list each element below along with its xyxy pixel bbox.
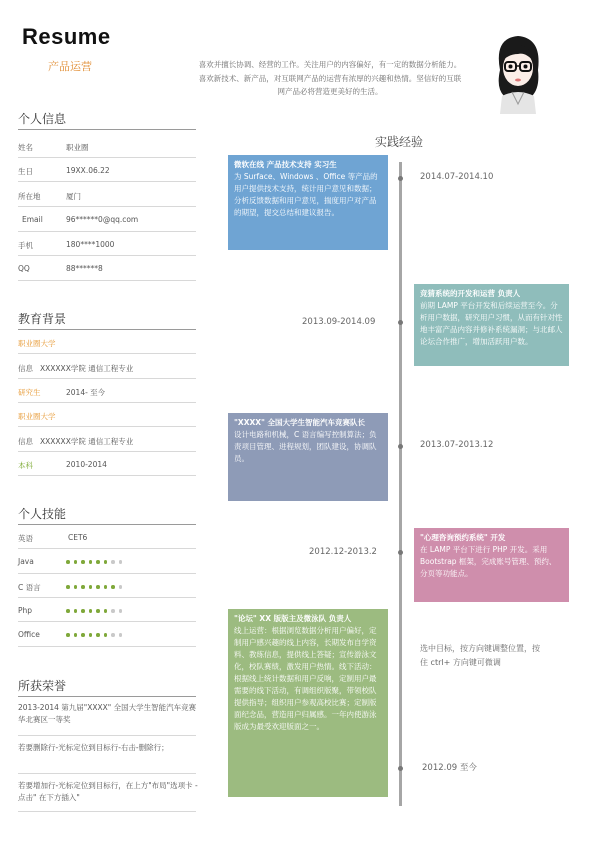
skill-name: 英语: [18, 534, 33, 543]
timeline-axis: [399, 162, 402, 806]
experience-heading: 微软在线 产品技术支持 实习生: [234, 160, 337, 169]
skill-dot-filled: [89, 585, 93, 589]
skill-dot-filled: [104, 609, 108, 613]
skill-value: CET6: [68, 533, 88, 542]
divider: [18, 353, 196, 354]
divider: [18, 548, 196, 549]
skill-dot-empty: [111, 560, 115, 564]
avatar: [486, 30, 550, 114]
honors-title: 所获荣誉: [18, 679, 67, 693]
skill-level-dots: [66, 633, 122, 637]
skill-dot-empty: [119, 560, 123, 564]
divider: [18, 426, 196, 427]
skills-title: 个人技能: [18, 507, 67, 521]
experience-date: 2014.07-2014.10: [420, 172, 494, 182]
divider: [18, 573, 196, 574]
row-value: XXXXXX学院 通信工程专业: [40, 437, 134, 446]
row-value: 96******0@qq.com: [66, 215, 139, 224]
honor-item: 若要增加行-光标定位到目标行，在上方"布局"选项卡 -点击" 在下方插入": [18, 781, 198, 802]
resume-title: Resume: [22, 24, 111, 49]
timeline-dot: [398, 176, 403, 181]
experience-description: 线上运营：根据浏览数据分析用户偏好，定制用户感兴趣的线上内容，长期发布自学资料、教练信息，提供线上答疑；宣传游泳文化，校队赛绩，激发用户热情。线下活动：根据线上统计数据和用户反响，定制用户最需要的线下活动，有调组织版聚，带领校队提供指导；组织用户参观高校比赛；定制版面纪念品，营造用户归属感。一年内使游泳版成为最受欢迎版面之一。: [234, 626, 377, 731]
skill-name: Php: [18, 606, 33, 615]
skill-dot-filled: [74, 560, 78, 564]
row-label: 所在地: [18, 192, 41, 201]
experience-heading: "心理咨询预约系统" 开发: [420, 533, 506, 542]
divider: [18, 231, 196, 232]
experience-description: 设计电路和机械，C 语言编写控制算法；负责项目管理、进程规划，团队建设，协调队员。: [234, 430, 377, 463]
skill-dot-filled: [89, 609, 93, 613]
timeline-dot: [398, 320, 403, 325]
skill-level-dots: [66, 560, 122, 564]
experience-date: 2012.09 至今: [422, 763, 477, 773]
divider: [18, 475, 196, 476]
row-label: QQ: [18, 264, 30, 273]
honor-item: 2013-2014 第九届"XXXX" 全国大学生智能汽车竞赛华北赛区一等奖: [18, 703, 197, 724]
skill-dot-empty: [111, 633, 115, 637]
skill-dot-filled: [81, 560, 85, 564]
divider: [18, 378, 196, 379]
row-label: 信息: [18, 437, 33, 446]
education-title: 教育背景: [18, 312, 67, 326]
skill-dot-filled: [81, 633, 85, 637]
divider: [18, 646, 196, 647]
skill-dot-filled: [81, 609, 85, 613]
experience-card: [414, 284, 569, 366]
experience-description: 前期 LAMP 平台开发和后续运营至今。分析用户数据，研究用户习惯，从而有针对性地丰富产品内容并修补系统漏洞；与北邮人论坛合作推广，增加活跃用户数。: [420, 301, 563, 346]
skill-dot-filled: [66, 633, 70, 637]
row-value: 2014- 至今: [66, 388, 106, 397]
skill-name: Office: [18, 630, 40, 639]
experience-title: 实践经验: [375, 135, 424, 149]
degree-label: 本科: [18, 461, 33, 470]
skill-dot-filled: [81, 585, 85, 589]
row-label: 生日: [18, 167, 33, 176]
experience-description: 为 Surface、Windows 、Office 等产品的用户提供技术支持，统计用户意见和数据；分析反馈数据和用户意见，揣度用户对产品的期望，提交总结和建议报告。: [234, 172, 378, 217]
row-value: 2010-2014: [66, 460, 107, 469]
experience-date: 2013.09-2014.09: [302, 317, 376, 327]
divider: [18, 129, 196, 130]
divider: [18, 524, 196, 525]
row-label: 手机: [18, 241, 33, 250]
skill-dot-empty: [119, 609, 123, 613]
skill-dot-filled: [96, 585, 100, 589]
divider: [18, 811, 196, 812]
skill-dot-filled: [96, 609, 100, 613]
skill-dot-filled: [104, 585, 108, 589]
timeline-dot: [398, 550, 403, 555]
experience-card: [414, 528, 569, 602]
job-title: 产品运营: [48, 60, 92, 73]
skill-name: C 语言: [18, 583, 41, 592]
editing-tip: 选中目标，按方向键调整位置，按住 ctrl+ 方向键可微调: [420, 644, 540, 667]
skill-level-dots: [66, 585, 122, 589]
skill-dot-filled: [74, 585, 78, 589]
personal-info-title: 个人信息: [18, 112, 67, 126]
skill-dot-filled: [74, 633, 78, 637]
row-value: 厦门: [66, 192, 81, 201]
skill-dot-empty: [119, 633, 123, 637]
divider: [18, 773, 196, 774]
skill-dot-filled: [89, 560, 93, 564]
divider: [18, 280, 196, 281]
divider: [18, 181, 196, 182]
experience-heading: "论坛" XX 版版主及微泳队 负责人: [234, 614, 352, 623]
divider: [18, 329, 196, 330]
skill-dot-filled: [89, 633, 93, 637]
skill-dot-empty: [111, 609, 115, 613]
self-introduction: 喜欢并擅长协调、经营的工作。关注用户的内容偏好，有一定的数据分析能力。喜欢新技术、新产品，对互联网产品的运营有浓厚的兴趣和热情。坚信好的互联网产品必将营造更美好的生活。: [198, 60, 462, 96]
skill-dot-filled: [111, 585, 115, 589]
row-label: 姓名: [18, 143, 33, 152]
experience-heading: 竞猜系统的开发和运营 负责人: [420, 289, 521, 298]
experience-date: 2013.07-2013.12: [420, 440, 494, 450]
row-value: 职业圈: [66, 143, 89, 152]
divider: [18, 255, 196, 256]
divider: [18, 735, 196, 736]
experience-card: [228, 413, 388, 501]
degree-label: 研究生: [18, 388, 41, 397]
skill-dot-filled: [66, 609, 70, 613]
divider: [18, 206, 196, 207]
skill-name: Java: [18, 557, 34, 566]
divider: [18, 451, 196, 452]
honor-item: 若要删除行-光标定位到目标行-右击-删除行；: [18, 743, 169, 752]
row-label: 信息: [18, 364, 33, 373]
experience-date: 2012.12-2013.2: [309, 547, 377, 557]
experience-description: 在 LAMP 平台下进行 PHP 开发。采用 Bootstrap 框架，完成账号管理、预约、分页等功能点。: [420, 545, 557, 578]
school-name: 职业圈大学: [18, 412, 56, 421]
row-value: XXXXXX学院 通信工程专业: [40, 364, 134, 373]
skill-dot-filled: [96, 560, 100, 564]
divider: [18, 402, 196, 403]
divider: [18, 157, 196, 158]
skill-dot-empty: [119, 585, 123, 589]
experience-heading: "XXXX" 全国大学生智能汽车竞赛队长: [234, 418, 366, 427]
skill-dot-filled: [66, 560, 70, 564]
divider: [18, 696, 196, 697]
divider: [18, 597, 196, 598]
skill-dot-filled: [66, 585, 70, 589]
timeline-dot: [398, 766, 403, 771]
school-name: 职业圈大学: [18, 339, 56, 348]
divider: [18, 621, 196, 622]
row-value: 88******8: [66, 264, 103, 273]
experience-card: [228, 609, 388, 797]
skill-dot-filled: [74, 609, 78, 613]
skill-dot-filled: [96, 633, 100, 637]
row-label: Email: [22, 215, 43, 224]
row-value: 19XX.06.22: [66, 166, 110, 175]
timeline-dot: [398, 444, 403, 449]
row-value: 180****1000: [66, 240, 115, 249]
skill-level-dots: [66, 609, 122, 613]
skill-dot-filled: [104, 633, 108, 637]
experience-card: [228, 155, 388, 250]
skill-dot-filled: [104, 560, 108, 564]
